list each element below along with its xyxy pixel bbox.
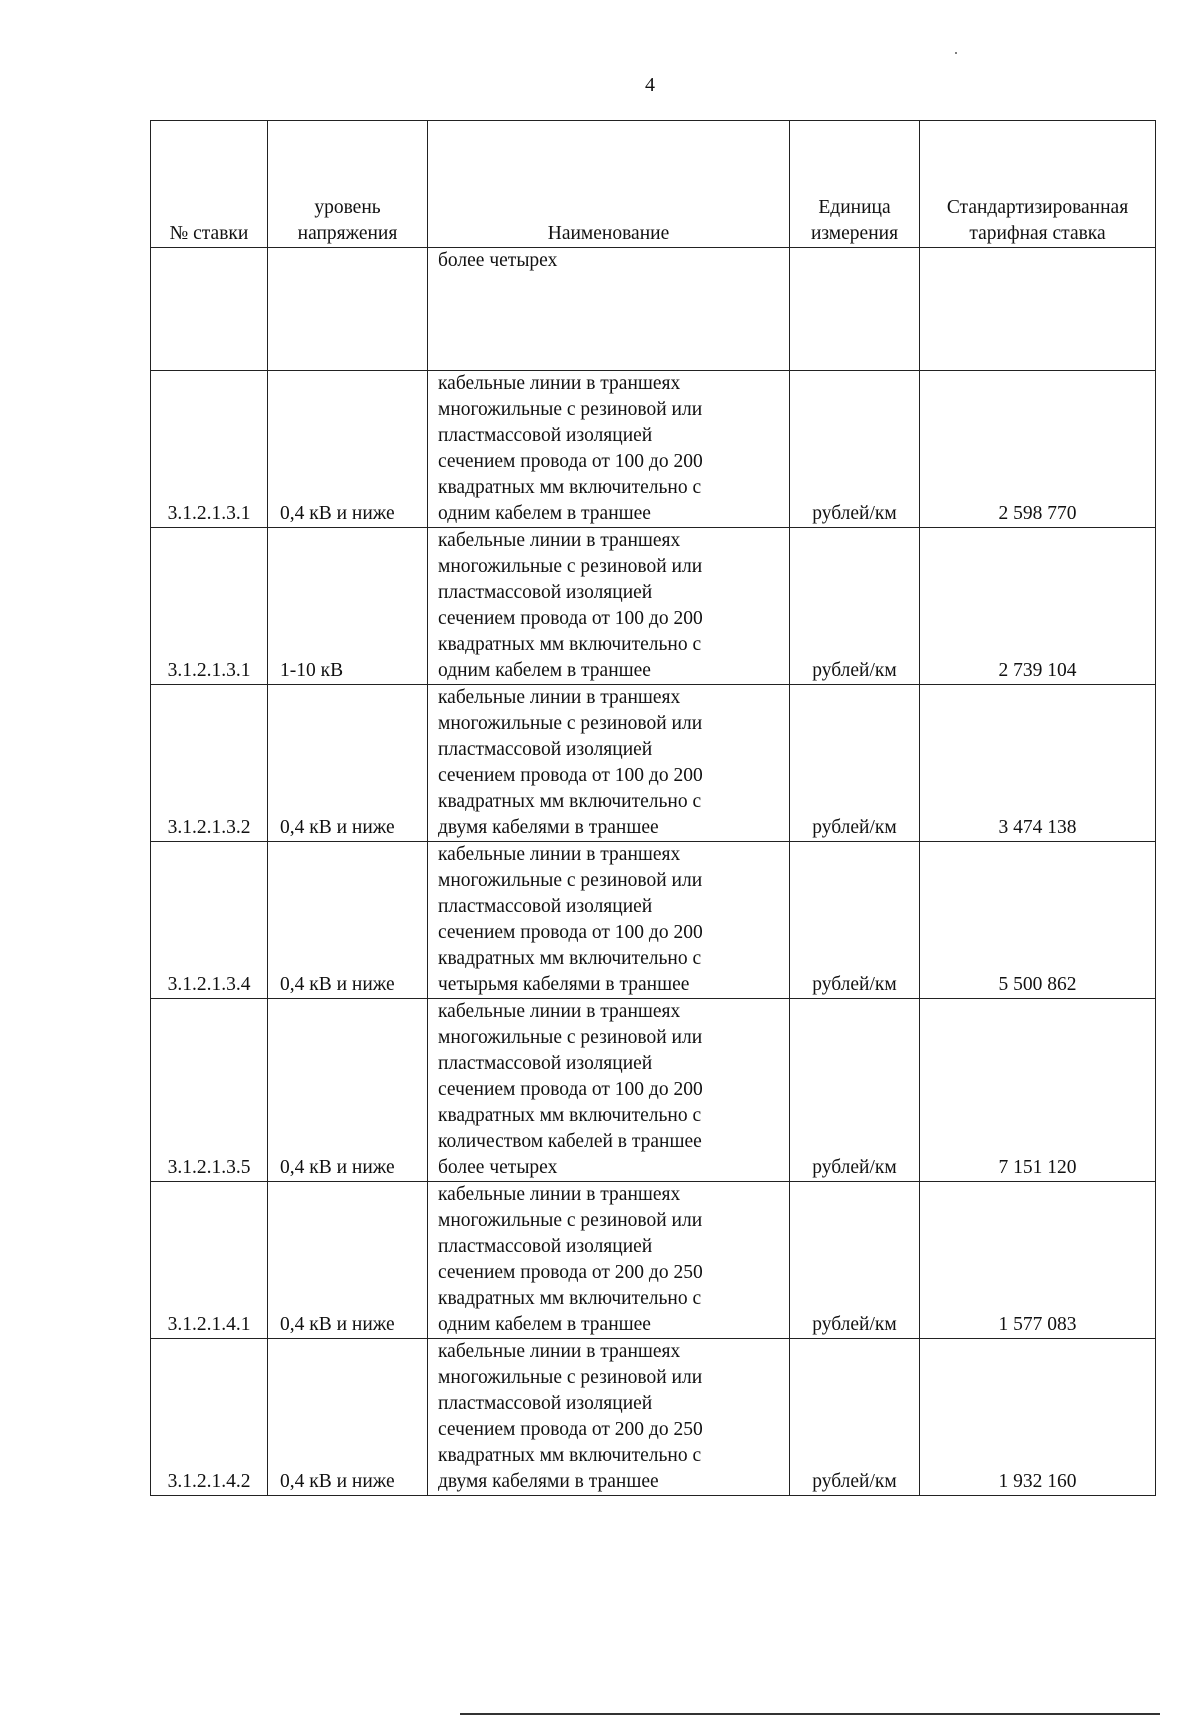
name-line: сечением провода от 100 до 200 xyxy=(438,608,703,629)
scan-artifact-dot xyxy=(955,52,957,54)
cell-name xyxy=(428,1182,790,1339)
name-line: многожильные с резиновой или xyxy=(438,1210,703,1231)
table-row-continuation xyxy=(151,248,1156,371)
name-line: многожильные с резиновой или xyxy=(438,713,703,734)
cell-voltage: 0,4 кВ и ниже xyxy=(268,1182,428,1339)
cell-unit: рублей/км xyxy=(790,371,920,528)
cell-voltage: 0,4 кВ и ниже xyxy=(268,1339,428,1496)
name-line: квадратных мм включительно с xyxy=(438,948,702,969)
name-line: многожильные с резиновой или xyxy=(438,399,703,420)
cell-unit: рублей/км xyxy=(790,1182,920,1339)
name-line: квадратных мм включительно с xyxy=(438,634,702,655)
cell-voltage: 1-10 кВ xyxy=(268,528,428,685)
cell-value: 5 500 862 xyxy=(920,842,1156,999)
cell-value: 1 577 083 xyxy=(920,1182,1156,1339)
name-line: пластмассовой изоляцией xyxy=(438,739,653,760)
name-line: квадратных мм включительно с xyxy=(438,1288,702,1309)
name-line: одним кабелем в траншее xyxy=(438,503,651,524)
name-line: квадратных мм включительно с xyxy=(438,791,702,812)
cell-code xyxy=(151,248,268,371)
name-line: кабельные линии в траншеях xyxy=(438,844,681,865)
cell-voltage: 0,4 кВ и ниже xyxy=(268,371,428,528)
name-line: кабельные линии в траншеях xyxy=(438,687,681,708)
table-row xyxy=(151,685,1156,842)
name-line: квадратных мм включительно с xyxy=(438,1445,702,1466)
name-line: одним кабелем в траншее xyxy=(438,660,651,681)
name-line: двумя кабелями в траншее xyxy=(438,817,659,838)
table-header-row xyxy=(151,121,1156,248)
name-line: пластмассовой изоляцией xyxy=(438,582,653,603)
cell-name xyxy=(428,371,790,528)
cell-unit: рублей/км xyxy=(790,528,920,685)
header-rate-number: № ставки xyxy=(151,121,268,248)
name-line: пластмассовой изоляцией xyxy=(438,425,653,446)
page-number: 4 xyxy=(645,74,655,96)
name-line: кабельные линии в траншеях xyxy=(438,530,681,551)
cell-code: 3.1.2.1.3.1 xyxy=(151,371,268,528)
cell-value: 1 932 160 xyxy=(920,1339,1156,1496)
table-row xyxy=(151,528,1156,685)
name-line: одним кабелем в траншее xyxy=(438,1314,651,1335)
cell-value: 7 151 120 xyxy=(920,999,1156,1182)
table-row xyxy=(151,371,1156,528)
cell-code: 3.1.2.1.4.2 xyxy=(151,1339,268,1496)
name-line: пластмассовой изоляцией xyxy=(438,1053,653,1074)
name-line: многожильные с резиновой или xyxy=(438,556,703,577)
header-voltage-level: уровень напряжения xyxy=(268,121,428,248)
cell-name xyxy=(428,842,790,999)
name-line: сечением провода от 100 до 200 xyxy=(438,451,703,472)
header-unit: Единица измерения xyxy=(790,121,920,248)
cell-value: 2 739 104 xyxy=(920,528,1156,685)
name-line: пластмассовой изоляцией xyxy=(438,896,653,917)
cell-voltage: 0,4 кВ и ниже xyxy=(268,685,428,842)
cell-unit: рублей/км xyxy=(790,1339,920,1496)
table-row xyxy=(151,1339,1156,1496)
name-line: кабельные линии в траншеях xyxy=(438,1341,681,1362)
name-line: четырьмя кабелями в траншее xyxy=(438,974,690,995)
name-line: кабельные линии в траншеях xyxy=(438,1001,681,1022)
cell-name xyxy=(428,1339,790,1496)
name-line: пластмассовой изоляцией xyxy=(438,1236,653,1257)
cell-unit: рублей/км xyxy=(790,685,920,842)
cell-voltage: 0,4 кВ и ниже xyxy=(268,999,428,1182)
scan-artifact-line xyxy=(460,1713,1160,1715)
cell-voltage: 0,4 кВ и ниже xyxy=(268,842,428,999)
table-row xyxy=(151,999,1156,1182)
name-line: квадратных мм включительно с xyxy=(438,1105,702,1126)
name-line: пластмассовой изоляцией xyxy=(438,1393,653,1414)
name-line: многожильные с резиновой или xyxy=(438,870,703,891)
cell-name: более четырех xyxy=(428,248,790,371)
name-line: количеством кабелей в траншее xyxy=(438,1131,702,1152)
cell-code: 3.1.2.1.3.4 xyxy=(151,842,268,999)
cell-unit: рублей/км xyxy=(790,999,920,1182)
cell-voltage xyxy=(268,248,428,371)
cell-code: 3.1.2.1.3.2 xyxy=(151,685,268,842)
cell-code: 3.1.2.1.4.1 xyxy=(151,1182,268,1339)
name-line: кабельные линии в траншеях xyxy=(438,1184,681,1205)
table-row xyxy=(151,1182,1156,1339)
cell-code: 3.1.2.1.3.1 xyxy=(151,528,268,685)
header-name: Наименование xyxy=(428,121,790,248)
name-line: сечением провода от 200 до 250 xyxy=(438,1262,703,1283)
cell-unit: рублей/км xyxy=(790,842,920,999)
cell-value: 3 474 138 xyxy=(920,685,1156,842)
name-line: более четырех xyxy=(438,1157,558,1178)
cell-name xyxy=(428,685,790,842)
cell-name xyxy=(428,999,790,1182)
cell-value xyxy=(920,248,1156,371)
header-standard-rate: Стандартизированная тарифная ставка xyxy=(920,121,1156,248)
name-line: многожильные с резиновой или xyxy=(438,1027,703,1048)
tariff-table xyxy=(150,120,1156,1496)
name-line: сечением провода от 100 до 200 xyxy=(438,1079,703,1100)
name-line: сечением провода от 100 до 200 xyxy=(438,922,703,943)
name-line: квадратных мм включительно с xyxy=(438,477,702,498)
cell-code: 3.1.2.1.3.5 xyxy=(151,999,268,1182)
name-line: многожильные с резиновой или xyxy=(438,1367,703,1388)
cell-unit xyxy=(790,248,920,371)
name-line: сечением провода от 200 до 250 xyxy=(438,1419,703,1440)
name-line: кабельные линии в траншеях xyxy=(438,373,681,394)
cell-value: 2 598 770 xyxy=(920,371,1156,528)
name-line: двумя кабелями в траншее xyxy=(438,1471,659,1492)
cell-name xyxy=(428,528,790,685)
name-line: сечением провода от 100 до 200 xyxy=(438,765,703,786)
table-row xyxy=(151,842,1156,999)
